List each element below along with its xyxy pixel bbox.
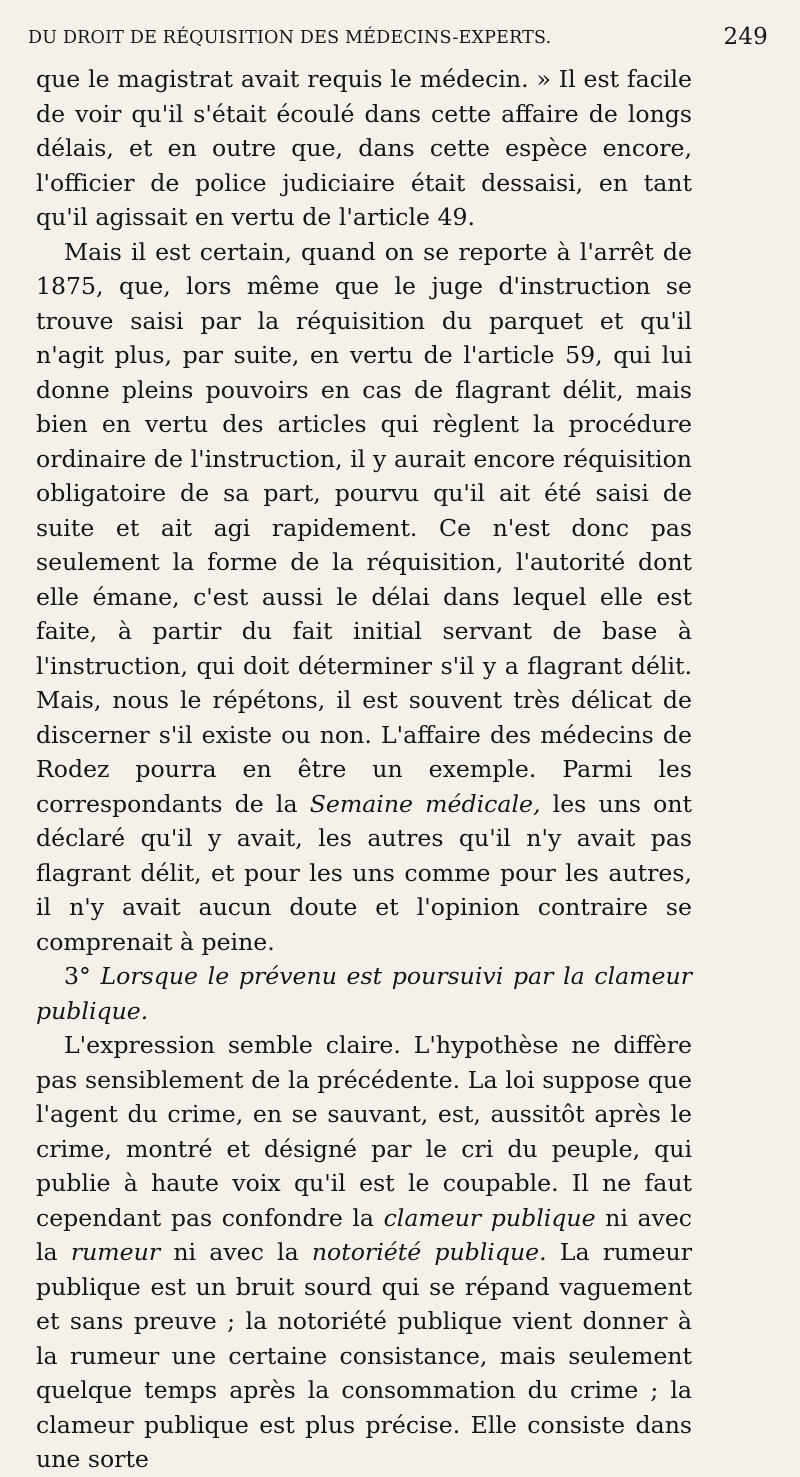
list-item-heading: Lorsque le prévenu est poursuivi par la clameur publique. <box>36 962 692 1025</box>
paragraph-4-italic-3: notoriété publique. <box>311 1238 547 1266</box>
paragraph-2-text: Mais il est certain, quand on se reporte à l'arrêt de 1875, que, lors même que le juge d'instruction se trouve saisi par la réquisition du parquet et qu'il n'agit plus, par suite, en vertu de l'article 59, qui lui donne pleins pouvoirs en cas de flagrant délit, mais bien en vertu des articles qui règlent la procédure ordinaire de l'instruction, il y aurait encore réquisition obligatoire de sa part, pourvu qu'il ait été saisi de suite et ait agi rapidement. Ce n'est donc pas seulement la forme de la réquisition, l'autorité dont elle émane, c'est aussi le délai dans lequel elle est faite, à partir du fait initial servant de base à l'instruction, qui doit déterminer s'il y a flagrant délit. Mais, nous le répétons, il est souvent très délicat de discerner s'il existe ou non. L'affaire des médecins de Rodez pourra en être un exemple. Parmi les correspondants de la <box>36 237 692 818</box>
paragraph-4-text-4: La rumeur publique est un bruit sourd qui se répand vaguement et sans preuve ; la notoriété publique vient donner à la rumeur une certaine consistance, mais seulement quelque temps après la consommation du crime ; la clameur publique est plus précise. Elle consiste dans une sorte <box>36 1238 693 1473</box>
page-number: 249 <box>723 24 768 50</box>
body-text <box>36 62 692 1477</box>
paragraph-2-italic: Semaine médicale, <box>309 789 541 818</box>
paragraph-4 <box>36 1028 692 1477</box>
paragraph-4-italic-1: clameur publique <box>383 1203 596 1232</box>
paragraph-4-text-3: ni avec la <box>173 1238 299 1266</box>
paragraph-2 <box>36 235 692 960</box>
list-item-number: 3° <box>64 962 91 990</box>
list-item-3 <box>36 959 692 1028</box>
paragraph-4-text-2: ni avec la <box>36 1203 693 1266</box>
running-header <box>28 24 768 50</box>
running-title: DU DROIT DE RÉQUISITION DES MÉDECINS-EXPERTS. <box>28 28 552 48</box>
paragraph-4-text: L'expression semble claire. L'hypothèse ne diffère pas sensiblement de la précédente. La loi suppose que l'agent du crime, en se sauvant, est, aussitôt après le crime, montré et désigné par le cri du peuple, qui publie à haute voix qu'il est le coupable. Il ne faut cependant pas confondre la <box>36 1031 692 1232</box>
paragraph-4-italic-2: rumeur <box>70 1238 161 1266</box>
paragraph-2-text-after: les uns ont déclaré qu'il y avait, les autres qu'il n'y avait pas flagrant délit, et pour les uns comme pour les autres, il n'y avait aucun doute et l'opinion contraire se comprenait à peine. <box>36 789 693 956</box>
paragraph-1-text: que le magistrat avait requis le médecin. » Il est facile de voir qu'il s'était écoulé dans cette affaire de longs délais, et en outre que, dans cette espèce encore, l'officier de police judiciaire était dessaisi, en tant qu'il agissait en vertu de l'article 49. <box>36 65 692 231</box>
paragraph-1 <box>36 62 692 235</box>
